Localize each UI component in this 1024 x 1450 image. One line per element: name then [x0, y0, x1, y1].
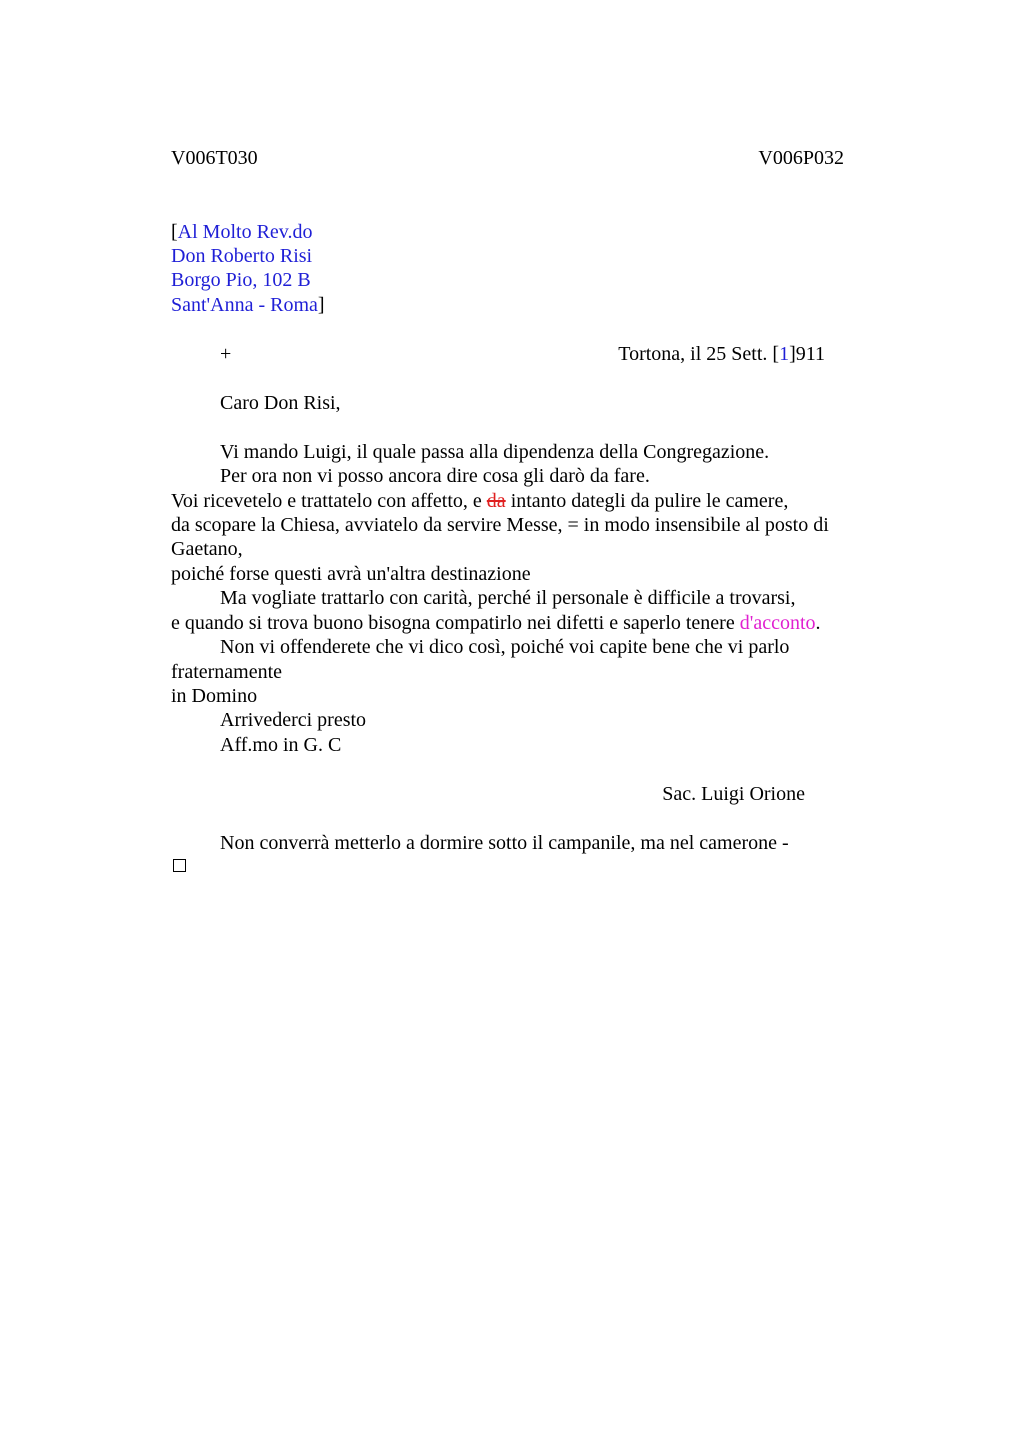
body-line-7: Ma vogliate trattarlo con carità, perché il personale è difficile a trovarsi, [220, 587, 796, 609]
document-code-left: V006T030 [171, 147, 258, 169]
body-line-6: poiché forse questi avrà un'altra destinazione [171, 563, 531, 585]
address-line-1 [171, 220, 313, 244]
address-open-bracket: [ [171, 221, 178, 243]
body-line-9: Non vi offenderete che vi dico così, poiché voi capite bene che vi parlo [220, 636, 790, 658]
body-line-3 [171, 489, 788, 513]
body-line-8-end: . [815, 612, 821, 634]
cross-symbol: + [220, 343, 232, 365]
address-city: Sant'Anna - Roma [171, 294, 318, 316]
date-suffix: ]911 [789, 343, 825, 365]
body-line-3-end: intanto dategli da pulire le camere, [505, 490, 789, 512]
signature: Sac. Luigi Orione [662, 783, 805, 805]
body-line-8-start: e quando si trova buono bisogna compatirlo nei difetti e saperlo tenere [171, 612, 740, 634]
postscript: Non converrà metterlo a dormire sotto il campanile, ma nel camerone - [220, 832, 789, 854]
body-line-5: Gaetano, [171, 538, 243, 560]
body-line-1: Vi mando Luigi, il quale passa alla dipendenza della Congregazione. [220, 441, 770, 463]
address-close-bracket: ] [317, 294, 325, 316]
date-inserted-digit: 1 [779, 343, 790, 365]
end-marker-box-icon [173, 859, 186, 872]
body-line-13: Aff.mo in G. C [220, 734, 342, 756]
date-prefix: Tortona, il 25 Sett. [ [618, 343, 780, 365]
deleted-word: da [486, 490, 506, 512]
body-line-8 [171, 611, 821, 635]
salutation: Caro Don Risi, [220, 392, 341, 414]
address-line-3: Borgo Pio, 102 B [171, 269, 311, 291]
document-code-right: V006P032 [758, 147, 844, 169]
body-line-3-start: Voi ricevetelo e trattatelo con affetto, e [171, 490, 487, 512]
address-line-4 [171, 293, 325, 317]
body-line-11: in Domino [171, 685, 258, 707]
body-line-12: Arrivederci presto [220, 709, 367, 731]
dateline [618, 342, 825, 366]
uncertain-reading: d'acconto [739, 612, 816, 634]
address-recipient-title: Al Molto Rev.do [177, 221, 313, 243]
body-line-4: da scopare la Chiesa, avviatelo da servire Messe, = in modo insensibile al posto di [171, 514, 829, 536]
address-line-2: Don Roberto Risi [171, 245, 313, 267]
body-line-2: Per ora non vi posso ancora dire cosa gli darò da fare. [220, 465, 650, 487]
body-line-10: fraternamente [171, 661, 283, 683]
